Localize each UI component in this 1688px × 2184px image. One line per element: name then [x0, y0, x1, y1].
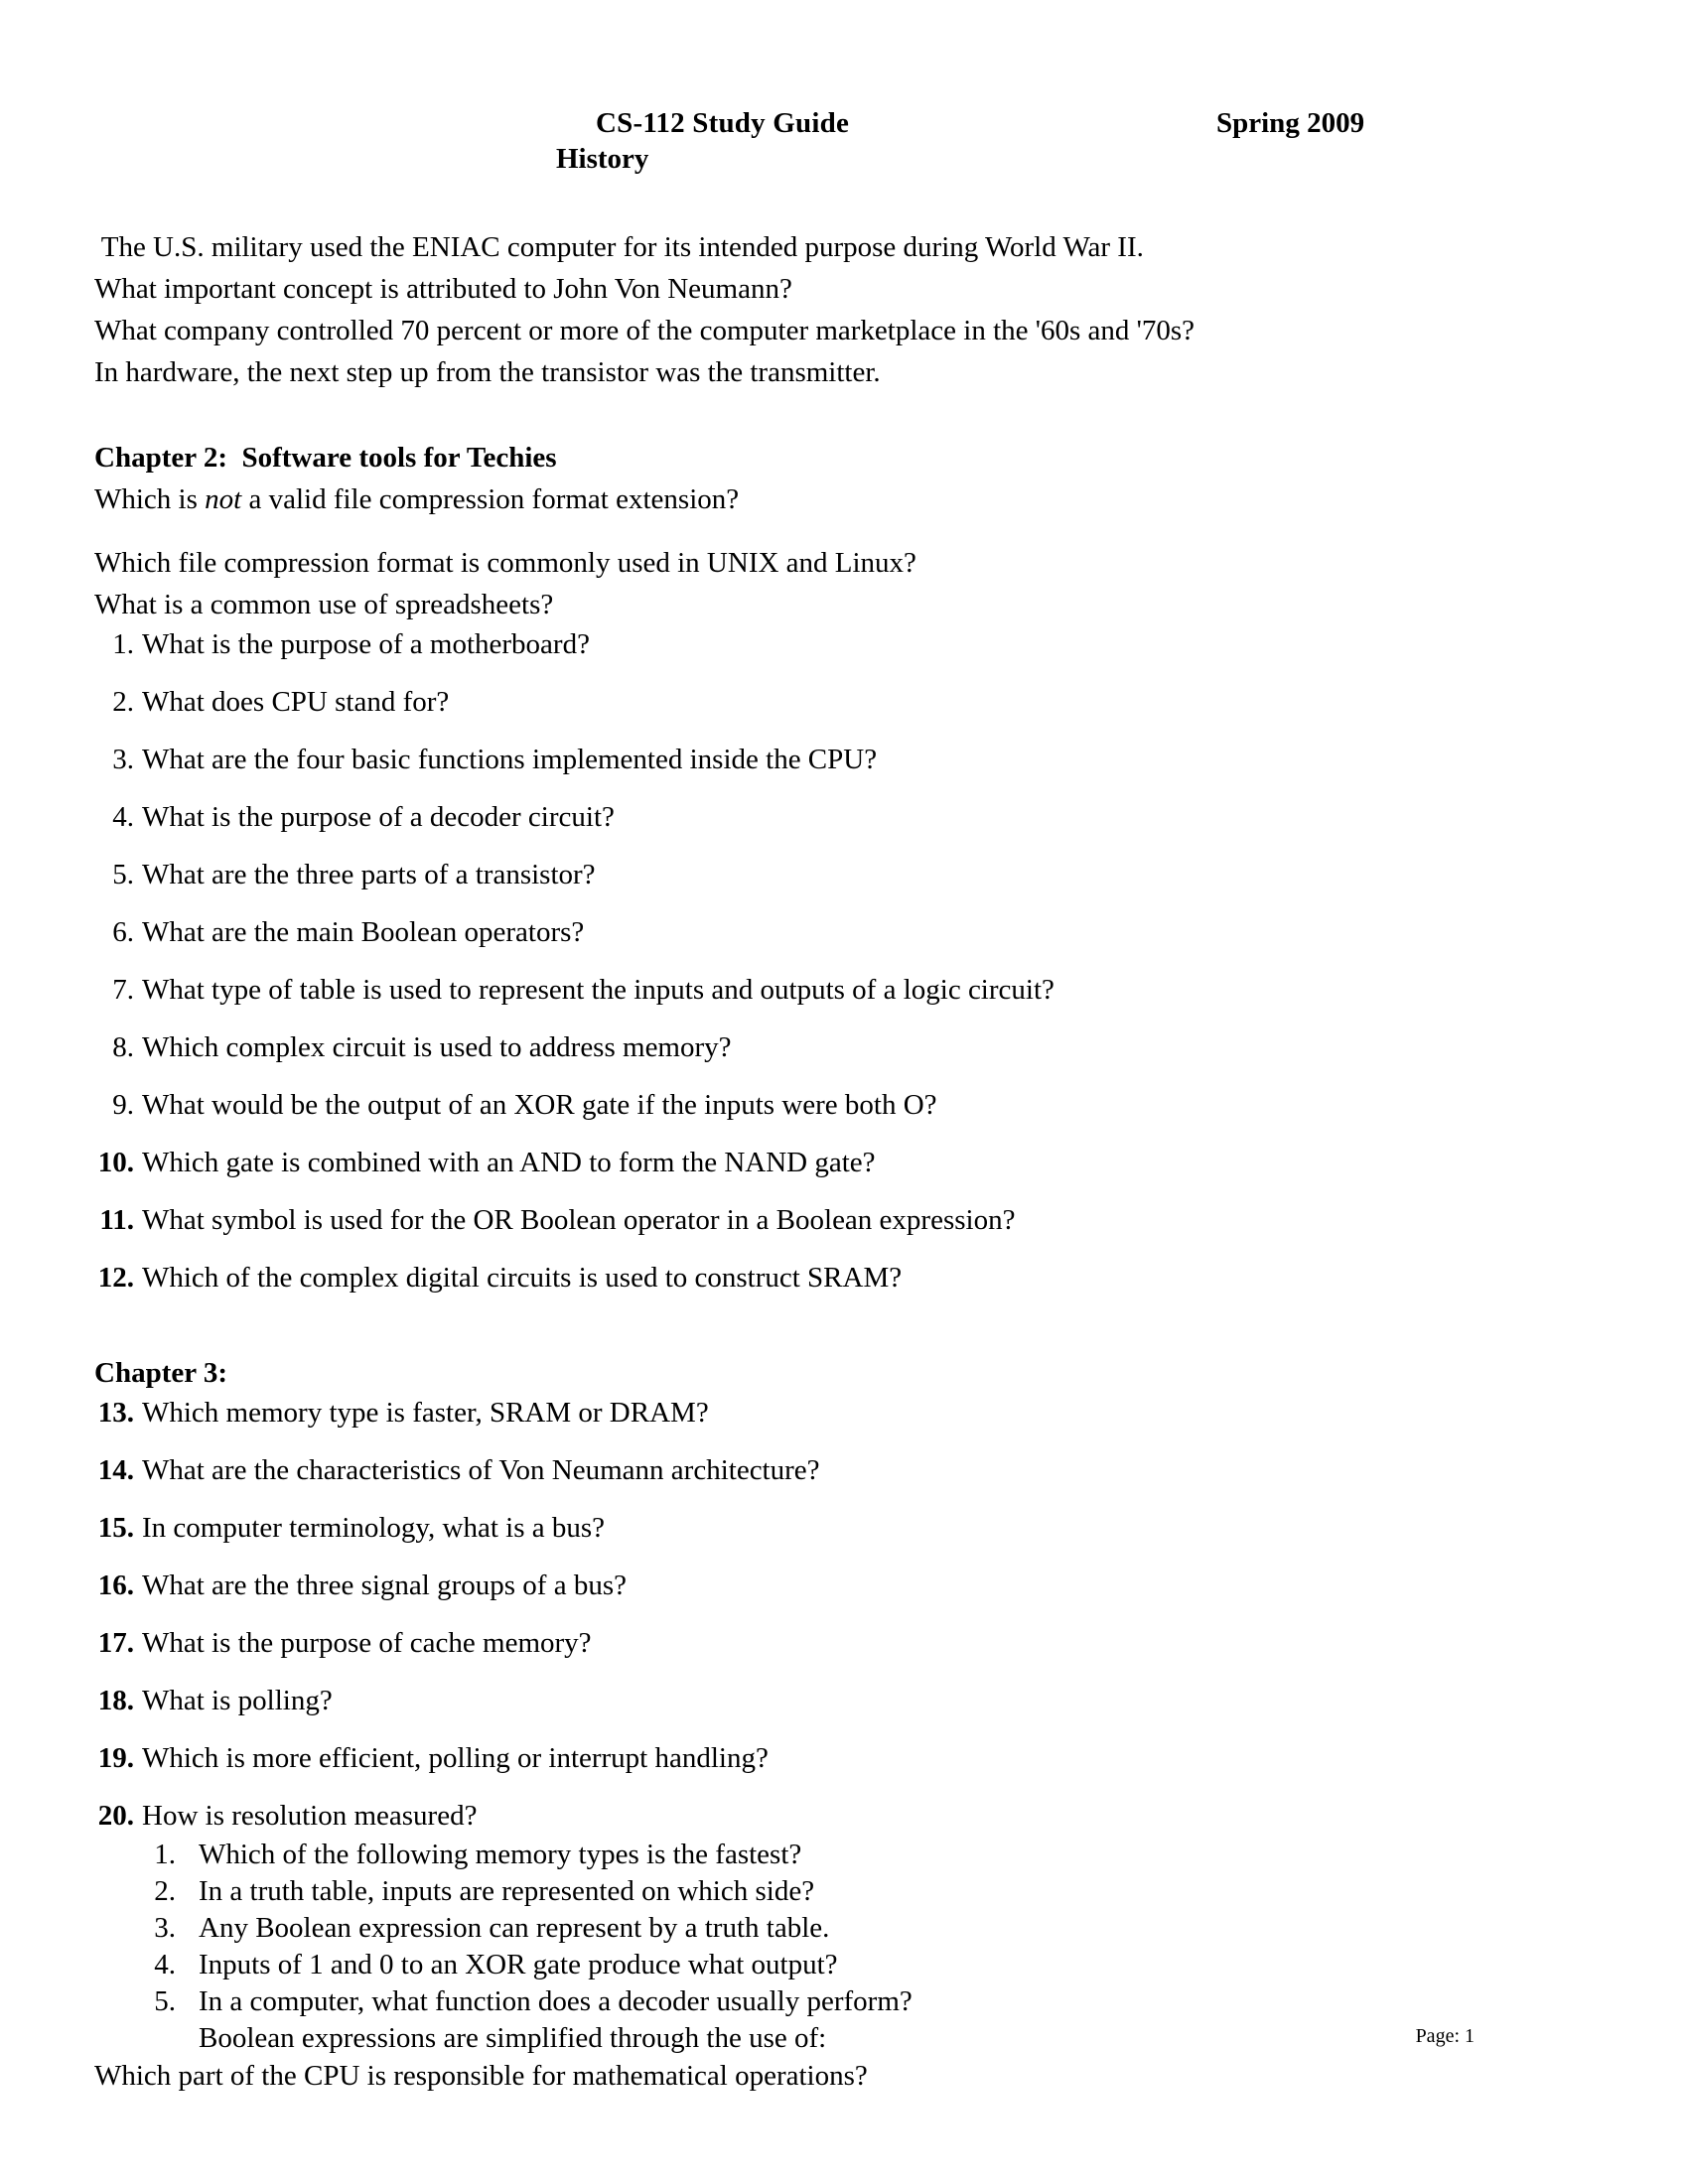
spacer — [94, 393, 1604, 437]
question-number: 9. — [112, 1089, 134, 1121]
question-text: In computer terminology, what is a bus? — [142, 1512, 606, 1544]
question-item — [94, 1797, 1604, 1835]
sub-question-number: 5. — [154, 1985, 176, 2017]
intro-line: What important concept is attributed to John Von Neumann? — [94, 273, 792, 305]
sub-question-number: 3. — [154, 1912, 176, 1944]
question-number: 10. — [97, 1147, 134, 1178]
question-number: 12. — [97, 1262, 134, 1294]
question-text: What are the main Boolean operators? — [142, 916, 585, 948]
sub-question-number: 1. — [154, 1839, 176, 1870]
question-text: Which of the complex digital circuits is used to construct SRAM? — [142, 1262, 903, 1294]
question-text: Which is more efficient, polling or interrupt handling? — [142, 1742, 769, 1774]
question-text: Which complex circuit is used to address memory? — [142, 1031, 732, 1063]
question-item — [94, 1739, 1604, 1777]
question-item — [94, 683, 1604, 721]
sub-question-text: Which of the following memory types is the fastest? — [199, 1839, 802, 1870]
question-number: 19. — [97, 1742, 134, 1774]
chapter-2-question-list — [94, 625, 1604, 1297]
question-text: What symbol is used for the OR Boolean operator in a Boolean expression? — [142, 1204, 1016, 1236]
chapter-3-question-list — [94, 1394, 1604, 1835]
chapter-2-line-2: Which file compression format is commonly used in UNIX and Linux? — [94, 547, 916, 579]
question-text: What are the characteristics of Von Neumann architecture? — [142, 1454, 820, 1486]
question-number: 1. — [112, 628, 134, 660]
sub-list-continuation: Boolean expressions are simplified through the use of: — [199, 2022, 827, 2054]
question-item — [94, 1451, 1604, 1489]
sub-question-number: 2. — [154, 1875, 176, 1907]
question-text: What are the three signal groups of a bus? — [142, 1570, 627, 1601]
question-number: 17. — [97, 1627, 134, 1659]
question-item — [94, 1509, 1604, 1547]
question-number: 3. — [112, 744, 134, 775]
question-text: Which gate is combined with an AND to form the NAND gate? — [142, 1147, 876, 1178]
sub-question-text: Any Boolean expression can represent by a truth table. — [199, 1912, 830, 1944]
sub-question-item — [94, 1910, 1604, 1947]
header-title: CS-112 Study Guide — [596, 107, 850, 139]
question-item — [94, 856, 1604, 893]
question-text: What does CPU stand for? — [142, 686, 450, 718]
chapter-3-heading: Chapter 3: — [94, 1357, 227, 1389]
question-number: 13. — [97, 1397, 134, 1429]
question-item — [94, 1682, 1604, 1719]
question-number: 5. — [112, 859, 134, 890]
question-item — [94, 1624, 1604, 1662]
question-text: What are the three parts of a transistor? — [142, 859, 596, 890]
question-number: 18. — [97, 1685, 134, 1716]
sub-question-text: In a truth table, inputs are represented on which side? — [199, 1875, 815, 1907]
italic-emphasis: not — [205, 483, 242, 515]
intro-block — [94, 226, 1604, 393]
question-number: 11. — [99, 1204, 134, 1236]
question-number: 16. — [97, 1570, 134, 1601]
header-term: Spring 2009 — [1216, 107, 1365, 139]
question-item — [94, 1144, 1604, 1181]
spacer — [94, 1316, 1604, 1352]
header-subtitle: History — [556, 143, 649, 175]
question-number: 6. — [112, 916, 134, 948]
sub-question-number: 4. — [154, 1949, 176, 1980]
sub-question-list — [94, 1837, 1604, 2020]
question-number: 2. — [112, 686, 134, 718]
question-text: What is polling? — [142, 1685, 333, 1716]
line-text-before: Which is — [94, 483, 206, 515]
line-text-after: a valid file compression format extension? — [241, 483, 740, 515]
question-text: What would be the output of an XOR gate if the inputs were both O? — [142, 1089, 937, 1121]
question-number: 15. — [97, 1512, 134, 1544]
question-text: What is the purpose of cache memory? — [142, 1627, 592, 1659]
sub-question-item — [94, 1837, 1604, 1873]
chapter-2-heading: Chapter 2: Software tools for Techies — [94, 442, 557, 474]
sub-question-item — [94, 1947, 1604, 1983]
question-item — [94, 1259, 1604, 1297]
question-item — [94, 741, 1604, 778]
question-number: 20. — [97, 1800, 134, 1832]
chapter-2-line-3: What is a common use of spreadsheets? — [94, 589, 554, 620]
question-item — [94, 1201, 1604, 1239]
sub-question-text: Inputs of 1 and 0 to an XOR gate produce what output? — [199, 1949, 838, 1980]
question-item — [94, 1086, 1604, 1124]
question-text: How is resolution measured? — [142, 1800, 478, 1832]
question-number: 4. — [112, 801, 134, 833]
question-text: What type of table is used to represent the inputs and outputs of a logic circuit? — [142, 974, 1055, 1006]
question-number: 14. — [97, 1454, 134, 1486]
intro-line: In hardware, the next step up from the transistor was the transmitter. — [94, 356, 881, 388]
page-number: Page: 1 — [1415, 2025, 1475, 2047]
question-item — [94, 1394, 1604, 1432]
intro-line: The U.S. military used the ENIAC computer for its intended purpose during World War II. — [94, 231, 1144, 263]
final-question-line: Which part of the CPU is responsible for mathematical operations? — [94, 2060, 868, 2092]
sub-question-item — [94, 1873, 1604, 1910]
question-item — [94, 798, 1604, 836]
question-item — [94, 971, 1604, 1009]
question-number: 8. — [112, 1031, 134, 1063]
chapter-2-line-1 — [94, 478, 1604, 520]
question-text: Which memory type is faster, SRAM or DRAM? — [142, 1397, 709, 1429]
question-text: What is the purpose of a motherboard? — [142, 628, 590, 660]
question-item — [94, 625, 1604, 663]
intro-line: What company controlled 70 percent or more of the computer marketplace in the '60s and '70s? — [94, 315, 1196, 346]
document-body — [94, 226, 1604, 2095]
sub-question-text: In a computer, what function does a decoder usually perform? — [199, 1985, 913, 2017]
spacer — [94, 520, 1604, 542]
question-number: 7. — [112, 974, 134, 1006]
question-text: What are the four basic functions implemented inside the CPU? — [142, 744, 878, 775]
question-text: What is the purpose of a decoder circuit? — [142, 801, 615, 833]
sub-question-item — [94, 1983, 1604, 2020]
question-item — [94, 1567, 1604, 1604]
question-item — [94, 1028, 1604, 1066]
page-header — [0, 107, 1688, 187]
question-item — [94, 913, 1604, 951]
